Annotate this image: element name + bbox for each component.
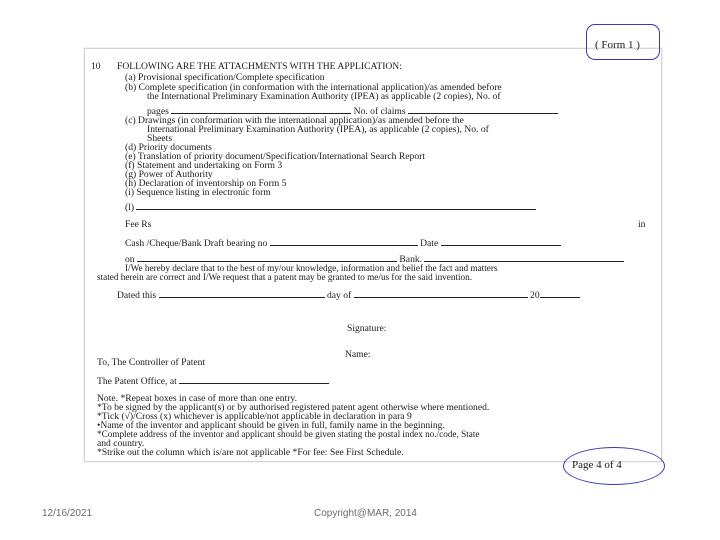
declaration-line-2: stated herein are correct and I/We request that a patent may be granted to me/us for the said invention.: [97, 272, 473, 282]
note-line-6: and country.: [97, 438, 145, 449]
section-number: 10: [91, 61, 101, 72]
footer-date: 12/16/2021: [42, 508, 93, 519]
month-blank: [354, 289, 528, 298]
year-label: 20: [530, 290, 540, 301]
on-blank: [137, 253, 397, 262]
attachment-item-b-cont: the International Preliminary Examination Authority (IPEA) as applicable (2 copies), No. of: [147, 91, 501, 102]
attachment-item-l: [125, 201, 536, 213]
date-label: Date: [420, 238, 439, 249]
day-of-label: day of: [326, 290, 352, 301]
footer-copyright: Copyright@MAR, 2014: [314, 508, 417, 519]
attachment-item-i: (i) Sequence listing in electronic form: [125, 187, 271, 198]
patent-office-line: [97, 375, 329, 387]
patent-office-blank: [179, 375, 329, 384]
item-l-blank: [136, 201, 536, 210]
dated-this-label: Dated this: [117, 290, 157, 301]
page-number-callout: [563, 447, 665, 485]
dated-line: [117, 289, 580, 301]
item-l-label: (l): [125, 202, 135, 213]
section-heading: FOLLOWING ARE THE ATTACHMENTS WITH THE APPLICATION:: [117, 61, 402, 72]
attachment-item-c-cont: International Preliminary Examination Authority (IPEA), as applicable (2 copies), No. of: [147, 124, 489, 135]
attachment-item-h: (h) Declaration of inventorship on Form 5: [125, 178, 287, 189]
form-number-callout: [586, 24, 660, 60]
note-line-2: *To be signed by the applicant(s) or by authorised registered patent agent otherwise where mentioned.: [97, 402, 490, 413]
note-line-5: *Complete address of the inventor and applicant should be given stating the postal index no./code, State: [97, 429, 480, 439]
payment-line: [125, 237, 561, 249]
note-line-1: Note. *Repeat boxes in case of more than one entry.: [97, 393, 297, 404]
attachment-item-c: (c) Drawings (in conformation with the international application)/as amended before the: [125, 115, 464, 126]
claims-label: No. of claims: [353, 106, 406, 117]
attachment-item-b: (b) Complete specification (in conformation with the international application)/as amended before: [125, 82, 502, 93]
attachment-item-e: (e) Translation of priority document/Specification/International Search Report: [125, 151, 425, 162]
to-controller-line: To, The Controller of Patent: [97, 357, 206, 368]
claims-blank: [408, 105, 558, 114]
pages-blank: [171, 105, 351, 114]
note-line-4: •Name of the inventor and applicant should be given in full, family name in the beginning.: [97, 420, 445, 431]
attachment-item-d: (d) Priority documents: [125, 142, 212, 153]
patent-office-label: The Patent Office, at: [97, 376, 177, 387]
payment-label: Cash /Cheque/Bank Draft bearing no: [125, 238, 268, 249]
dated-blank: [159, 289, 325, 298]
payment-number-blank: [270, 237, 418, 246]
declaration-line-1: I/We hereby declare that to the best of my/our knowledge, information and belief the fact and matters: [125, 263, 498, 273]
attachment-item-g: (g) Power of Authority: [125, 169, 213, 180]
bank-blank: [424, 253, 624, 262]
year-blank: [540, 289, 580, 298]
payment-date-blank: [441, 237, 561, 246]
fee-in-label: in: [638, 219, 646, 230]
attachment-item-c-sheets: Sheets: [147, 133, 173, 144]
note-line-7: *Strike out the column which is/are not applicable *For fee: See First Schedule.: [97, 447, 404, 458]
on-label: on: [125, 254, 135, 265]
form-number-label: ( Form 1 ): [595, 39, 640, 51]
page-number-label: Page 4 of 4: [572, 459, 622, 471]
pages-label: pages: [147, 106, 169, 117]
signature-label: Signature:: [347, 323, 387, 334]
attachment-item-a: (a) Provisional specification/Complete specification: [125, 72, 325, 83]
note-line-3: *Tick (√)/Cross (x) whichever is applicable/not applicable in declaration in para 9: [97, 411, 412, 422]
bank-label: Bank.: [399, 254, 423, 265]
patent-form-page: [84, 48, 662, 462]
fee-label: Fee Rs: [125, 219, 152, 230]
name-label: Name:: [345, 349, 371, 360]
attachment-item-f: (f) Statement and undertaking on Form 3: [125, 160, 283, 171]
